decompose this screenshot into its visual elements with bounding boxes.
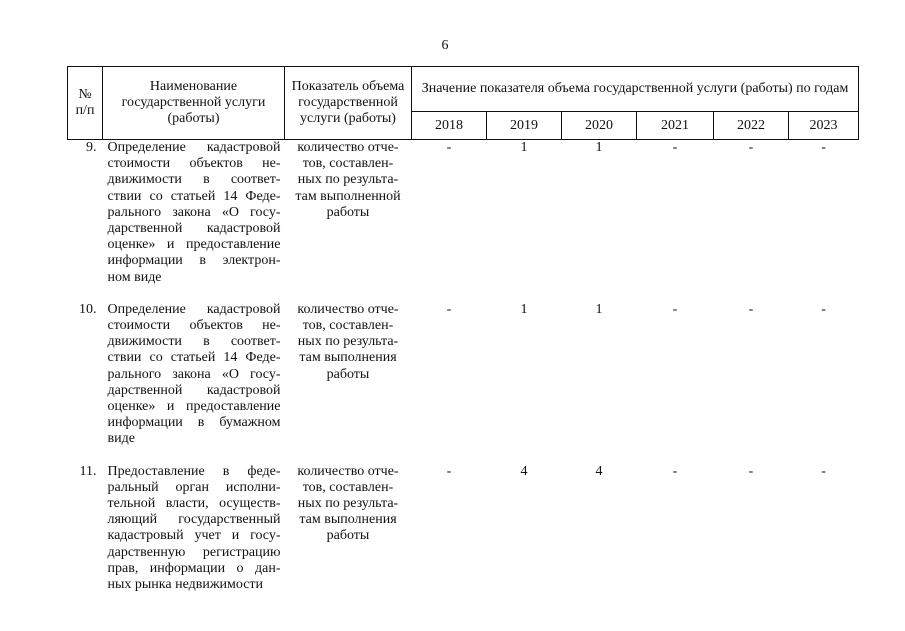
service-name-cell: [103, 140, 285, 302]
header-year: 2018: [412, 112, 487, 140]
year-value-cell: 1: [520, 301, 528, 317]
table-row: [68, 464, 859, 610]
year-value-cell: -: [748, 140, 754, 155]
service-name-line: информации в бумажном: [107, 415, 281, 431]
service-name-line: стоимости объектов не-: [107, 156, 281, 172]
service-name-cell: [103, 302, 285, 464]
year-value-cell: -: [672, 140, 678, 155]
year-value-cell: -: [748, 301, 754, 317]
service-name-line: движимости в соответ-: [107, 172, 281, 188]
year-value-cell: -: [748, 463, 754, 479]
header-year: 2022: [714, 112, 789, 140]
service-name-line: ральный орган исполни-: [107, 479, 281, 495]
indicator-line: работы: [326, 528, 370, 544]
year-value-cell: -: [821, 301, 826, 317]
service-name-line: информации в электрон-: [107, 253, 281, 269]
indicator-line: там выполненной: [295, 188, 401, 204]
indicator-line: там выполнения: [299, 350, 397, 366]
page-number: 6: [441, 38, 449, 53]
service-name-line: ствии со статьей 14 Феде-: [107, 350, 281, 366]
services-table: [67, 66, 859, 609]
year-value-cell: 1: [520, 140, 528, 155]
indicator-line: тов, составлен-: [302, 318, 394, 334]
year-value-cell: -: [821, 463, 826, 479]
header-service-name: Наименование государственной услуги (работы): [103, 67, 285, 140]
indicator-line: ных по результа-: [297, 496, 399, 512]
header-year: 2023: [789, 112, 859, 140]
indicator-line: количество отче-: [297, 140, 399, 155]
year-value-cell: -: [446, 463, 452, 479]
year-value-cell: 4: [595, 463, 603, 479]
service-name-line: ном виде: [107, 269, 162, 285]
service-name-line: Определение кадастровой: [107, 301, 281, 317]
indicator-line: ных по результа-: [297, 172, 399, 188]
indicator-cell: [285, 140, 412, 302]
indicator-line: количество отче-: [297, 463, 399, 479]
year-value-cell: 1: [595, 301, 603, 317]
service-name-line: дарственную регистрацию: [107, 544, 281, 560]
service-name-line: ствии со статьей 14 Феде-: [107, 188, 281, 204]
service-name-line: оценке» и предоставление: [107, 237, 281, 253]
header-year: 2020: [562, 112, 637, 140]
year-value-cell: -: [821, 140, 826, 155]
row-number: 9.: [86, 140, 97, 155]
service-name-line: дарственной кадастровой: [107, 221, 281, 237]
year-value-cell: -: [446, 301, 452, 317]
service-name-line: движимости в соответ-: [107, 334, 281, 350]
row-number: 11.: [79, 463, 97, 479]
service-name-line: рального закона «О госу-: [107, 366, 281, 382]
service-name-line: кадастровый учет и госу-: [107, 528, 281, 544]
header-num: № п/п: [68, 67, 103, 140]
indicator-line: там выполнения: [299, 512, 397, 528]
header-year: 2019: [487, 112, 562, 140]
service-name-line: прав, информации о дан-: [107, 560, 281, 576]
service-name-line: ных рынка недвижимости: [107, 577, 264, 593]
service-name-line: тельной власти, осуществ-: [107, 496, 281, 512]
header-indicator: Показатель объема государственной услуги (работы): [285, 67, 412, 140]
service-name-line: Предоставление в феде-: [107, 463, 281, 479]
indicator-cell: [285, 302, 412, 464]
service-name-line: рального закона «О госу-: [107, 204, 281, 220]
indicator-line: тов, составлен-: [302, 156, 394, 172]
indicator-line: работы: [326, 204, 370, 220]
service-name-line: ляющий государственный: [107, 512, 281, 528]
service-name-line: дарственной кадастровой: [107, 382, 281, 398]
service-name-line: оценке» и предоставление: [107, 399, 281, 415]
indicator-line: тов, составлен-: [302, 479, 394, 495]
header-year: 2021: [637, 112, 714, 140]
indicator-cell: [285, 464, 412, 610]
year-value-cell: -: [672, 301, 678, 317]
service-name-line: стоимости объектов не-: [107, 318, 281, 334]
year-value-cell: 4: [520, 463, 528, 479]
table-row: [68, 302, 859, 464]
indicator-line: ных по результа-: [297, 334, 399, 350]
table-row: [68, 140, 859, 302]
service-name-line: виде: [107, 431, 135, 447]
year-value-cell: -: [446, 140, 452, 155]
year-value-cell: 1: [595, 140, 603, 155]
row-number: 10.: [79, 301, 97, 317]
year-value-cell: -: [672, 463, 678, 479]
indicator-line: работы: [326, 366, 370, 382]
indicator-line: количество отче-: [297, 301, 399, 317]
service-name-cell: [103, 464, 285, 610]
service-name-line: Определение кадастровой: [107, 140, 281, 155]
header-values-group: Значение показателя объема государственной услуги (работы) по годам: [412, 67, 859, 112]
